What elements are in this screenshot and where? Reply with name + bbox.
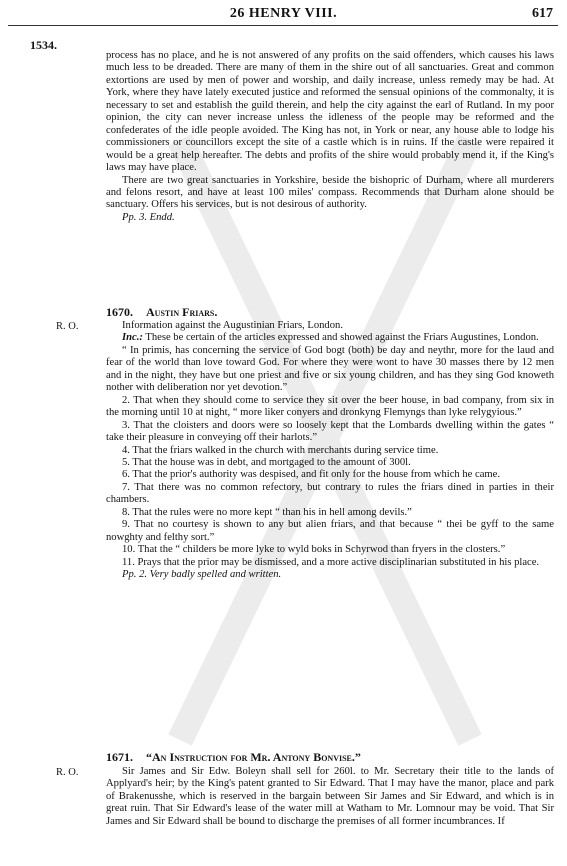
article: 4. That the friars walked in the church with merchants during service time. <box>122 444 439 456</box>
entry-title: Austin Friars. <box>146 305 218 319</box>
incipit <box>106 332 554 344</box>
entry-paragraph: Sir James and Sir Edw. Boleyn shall sell for 260l. to Mr. Secretary their title to the lands of Applyard's heir; by the King's patent granted to Sir Edward. That I may have the manor, place and park of Brakenusshe, which is reserved in the bargain between Sir James and Sir Edward, and which is in great ruin. That Sir Edward's lease of the water mill at Watham to Mr. Lomnour may be void. That Sir James and Sir Edward shall be bound to discharge the premises of all former incumbrances. If <box>106 766 554 827</box>
margin-note-ro: R. O. <box>56 767 79 778</box>
article: 11. Prays that the prior may be dismissed, and a more active disciplinarian substituted in his place. <box>122 556 540 568</box>
page-header <box>0 6 567 26</box>
entry-1670-body <box>106 320 554 582</box>
incipit-label: Inc.: <box>122 332 143 344</box>
article: 5. That the house was in debt, and mortgaged to the amount of 300l. <box>122 456 411 468</box>
article: “ In primis, has concerning the service of God bogt (both) be day and neythr, more for the laud and fear of the world than love toward God. For where they were wont to have 30 masses there by 12 men and in the night, they have but one priest and five or six young children, and has they sing God knoweth nother with deliberation nor yet devotion.” <box>106 344 554 394</box>
continuation-paragraph: process has no place, and he is not answered of any profits on the said offenders, which causes his laws much less to be dreaded. There are many of them in the shire out of all sanctuaries. Great and common extortions are used by men of power and worship, and daily increase, unless remedy may be had. At York, where they have lately executed justice and reformed the sensual opinions of the commonalty, it is necessary to set and establish the guild therein, and help the city against the earl of Rutland. In my poor opinion, the city can never increase unless the idleness of the people may be reformed and the confederates of the idle people avoided. The King has not, in York or near, any house able to lodge his commissioners or councillors except the site of a castle which is in ruins. If the castle were repaired it would be a great help hereafter. The debts and profits of the shire would probably mend it, if the King's laws may have place. <box>106 50 554 174</box>
continuation-paragraph: There are two great sanctuaries in Yorkshire, beside the bishopric of Durham, where all murderers and felons resort, and have at least 100 miles' compass. Recommends that Durham alone should be sanctuary. Offers his services, but is not desirous of authority. <box>106 174 554 211</box>
article: 6. That the prior's authority was despised, and fit only for the house from which he came. <box>122 469 500 481</box>
continuation-pp: Pp. 3. Endd. <box>122 211 175 223</box>
entry-number: 1671. <box>106 750 133 764</box>
entry-number: 1670. <box>106 305 133 319</box>
entry-pp: Pp. 2. Very badly spelled and written. <box>122 569 282 581</box>
article: 10. That the “ childers be more lyke to wyld boks in Schyrwod than fryers in the closters.” <box>122 544 506 556</box>
year-label: 1534. <box>30 38 57 52</box>
article: 2. That when they should come to service they sit over the beer house, in bad company, from six in the morning until 10 at night, “ more liker conyers and dronkyng Flemyngs than lyke relygyious.” <box>106 394 554 419</box>
running-title: 26 HENRY VIII. <box>229 6 338 21</box>
article: 3. That the cloisters and doors were so loosely kept that the Lombards dwelling within the gates “ take their pleasure in conveying off their harlots.” <box>106 419 554 444</box>
article: 7. That there was no common refectory, but contrary to rules the friars dined in parties in their chambers. <box>106 481 554 506</box>
article: 8. That the rules were no more kept “ than his in hell among devils.” <box>122 506 412 518</box>
entry-1670-heading <box>106 305 217 320</box>
header-rule <box>8 25 558 26</box>
page-number: 617 <box>532 6 553 21</box>
margin-note-ro: R. O. <box>56 321 79 332</box>
incipit-text: These be certain of the articles expressed and showed against the Friars Augustines, London. <box>142 332 539 344</box>
entry-heading-line: Information against the Augustinian Friars, London. <box>122 320 343 331</box>
entry-title: “An Instruction for Mr. Antony Bonvise.” <box>146 750 361 764</box>
article: 9. That no courtesy is shown to any but alien friars, and that because “ thei be gyff to the same nowghty and felthy sort.” <box>106 519 554 543</box>
entry-1671-body <box>106 766 554 828</box>
entry-1671-heading <box>106 750 361 765</box>
continuation-text <box>106 50 554 224</box>
